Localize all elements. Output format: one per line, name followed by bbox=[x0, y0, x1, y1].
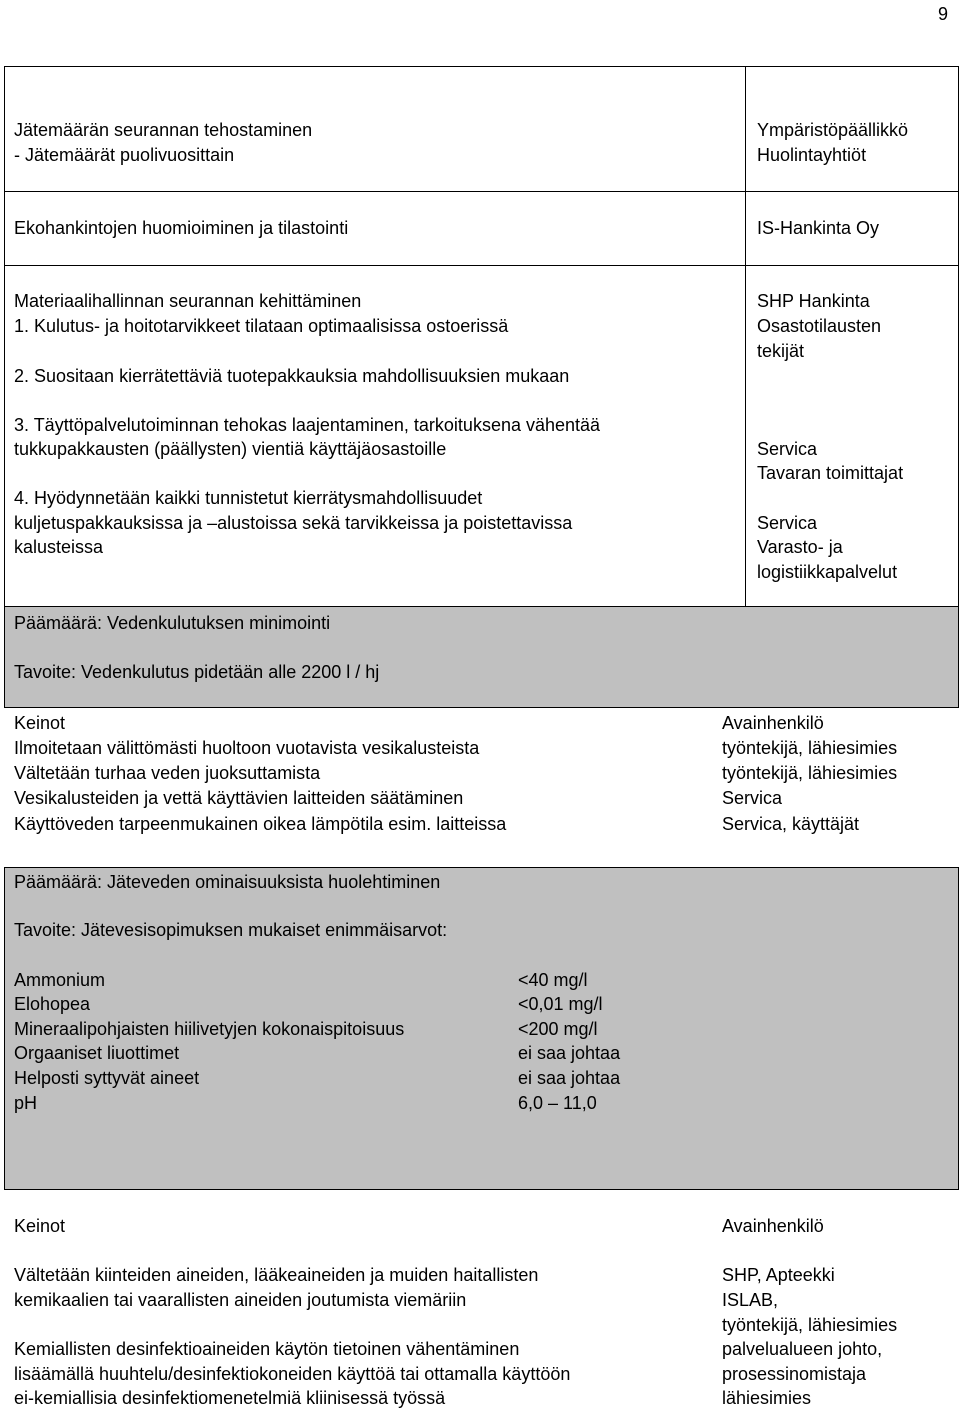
row3-resp-c1: Servica bbox=[757, 513, 818, 533]
row3-item4-line1: 4. Hyödynnetään kaikki tunnistetut kierrätysmahdollisuudet bbox=[14, 488, 483, 508]
row3-resp-b1: Servica bbox=[757, 439, 818, 459]
water-action-1: Ilmoitetaan välittömästi huoltoon vuotavista vesikalusteista bbox=[14, 738, 480, 758]
water-target: Tavoite: Vedenkulutus pidetään alle 2200 l / hj bbox=[14, 662, 380, 682]
row2-line1: Ekohankintojen huomioiminen ja tilastointi bbox=[14, 218, 349, 238]
water-actions-header: Keinot bbox=[14, 713, 66, 733]
water-action-3: Vesikalusteiden ja vettä käyttävien laitteiden säätäminen bbox=[14, 788, 464, 808]
limit-value: <40 mg/l bbox=[518, 970, 588, 990]
wastewater-action2-line2: lisäämällä huuhtelu/desinfektiokoneiden käyttöä tai ottamalla käyttöön bbox=[14, 1364, 571, 1384]
wastewater-action1-line2: kemikaalien tai vaarallisten aineiden joutumista viemäriin bbox=[14, 1290, 467, 1310]
row1-resp2: Huolintayhtiöt bbox=[757, 145, 867, 165]
row3-item3-line2: tukkupakkausten (päällysten) vientiä käyttäjäosastoille bbox=[14, 439, 447, 459]
row3-item4-line3: kalusteissa bbox=[14, 537, 104, 557]
water-action-4: Käyttöveden tarpeenmukainen oikea lämpötila esim. laitteissa bbox=[14, 814, 507, 834]
row3-intro2: 1. Kulutus- ja hoitotarvikkeet tilataan optimaalisissa ostoerissä bbox=[14, 316, 509, 336]
row3-resp-b2: Tavaran toimittajat bbox=[757, 463, 904, 483]
water-goal: Päämäärä: Vedenkulutuksen minimointi bbox=[14, 613, 331, 633]
row3-resp-a1: SHP Hankinta bbox=[757, 291, 870, 311]
row3-resp-a3: tekijät bbox=[757, 341, 805, 361]
row1-resp1: Ympäristöpäällikkö bbox=[757, 120, 909, 140]
row3-resp-c3: logistiikkapalvelut bbox=[757, 562, 898, 582]
wastewater-action2-line1: Kemiallisten desinfektioaineiden käytön tietoinen vähentäminen bbox=[14, 1339, 520, 1359]
row3-resp-a2: Osastotilausten bbox=[757, 316, 882, 336]
wastewater-actions-header: Keinot bbox=[14, 1216, 66, 1236]
water-persons-header: Avainhenkilö bbox=[722, 713, 824, 733]
row3-resp-c2: Varasto- ja bbox=[757, 537, 843, 557]
water-action-2: Vältetään turhaa veden juoksuttamista bbox=[14, 763, 321, 783]
water-person-4: Servica, käyttäjät bbox=[722, 814, 860, 834]
limit-name: Mineraalipohjaisten hiilivetyjen kokonaispitoisuus bbox=[14, 1019, 405, 1039]
water-person-2: työntekijä, lähiesimies bbox=[722, 763, 898, 783]
water-person-1: työntekijä, lähiesimies bbox=[722, 738, 898, 758]
limit-name: Orgaaniset liuottimet bbox=[14, 1043, 180, 1063]
row2-resp1: IS-Hankinta Oy bbox=[757, 218, 880, 238]
row3-intro1: Materiaalihallinnan seurannan kehittäminen bbox=[14, 291, 362, 311]
row3-item2: 2. Suositaan kierrätettäviä tuotepakkauksia mahdollisuuksien mukaan bbox=[14, 366, 570, 386]
limit-value: <0,01 mg/l bbox=[518, 994, 603, 1014]
wastewater-persons-header: Avainhenkilö bbox=[722, 1216, 824, 1236]
limit-value: ei saa johtaa bbox=[518, 1068, 621, 1088]
limit-value: 6,0 – 11,0 bbox=[518, 1093, 597, 1113]
limit-name: pH bbox=[14, 1093, 38, 1113]
row1-line2: - Jätemäärät puolivuosittain bbox=[14, 145, 235, 165]
page-number: 9 bbox=[937, 4, 948, 24]
wastewater-persons1-line2: ISLAB, bbox=[722, 1290, 779, 1310]
wastewater-action1-line1: Vältetään kiinteiden aineiden, lääkeaineiden ja muiden haitallisten bbox=[14, 1265, 539, 1285]
water-person-3: Servica bbox=[722, 788, 783, 808]
wastewater-persons1-line1: SHP, Apteekki bbox=[722, 1265, 835, 1285]
limit-value: <200 mg/l bbox=[518, 1019, 598, 1039]
wastewater-persons2-line3: lähiesimies bbox=[722, 1388, 812, 1408]
limit-name: Ammonium bbox=[14, 970, 106, 990]
wastewater-persons2-line1: palvelualueen johto, bbox=[722, 1339, 883, 1359]
wastewater-goal: Päämäärä: Jäteveden ominaisuuksista huolehtiminen bbox=[14, 872, 441, 892]
limit-name: Helposti syttyvät aineet bbox=[14, 1068, 200, 1088]
row1-line1: Jätemäärän seurannan tehostaminen bbox=[14, 120, 313, 140]
wastewater-action2-line3: ei-kemiallisia desinfektiomenetelmiä kliinisessä työssä bbox=[14, 1388, 446, 1408]
limit-value: ei saa johtaa bbox=[518, 1043, 621, 1063]
wastewater-persons1-line3: työntekijä, lähiesimies bbox=[722, 1315, 898, 1335]
wastewater-persons2-line2: prosessinomistaja bbox=[722, 1364, 867, 1384]
limit-name: Elohopea bbox=[14, 994, 91, 1014]
row3-item3-line1: 3. Täyttöpalvelutoiminnan tehokas laajentaminen, tarkoituksena vähentää bbox=[14, 415, 601, 435]
wastewater-target: Tavoite: Jätevesisopimuksen mukaiset enimmäisarvot: bbox=[14, 920, 448, 940]
row3-item4-line2: kuljetuspakkauksissa ja –alustoissa sekä tarvikkeissa ja poistettavissa bbox=[14, 513, 573, 533]
